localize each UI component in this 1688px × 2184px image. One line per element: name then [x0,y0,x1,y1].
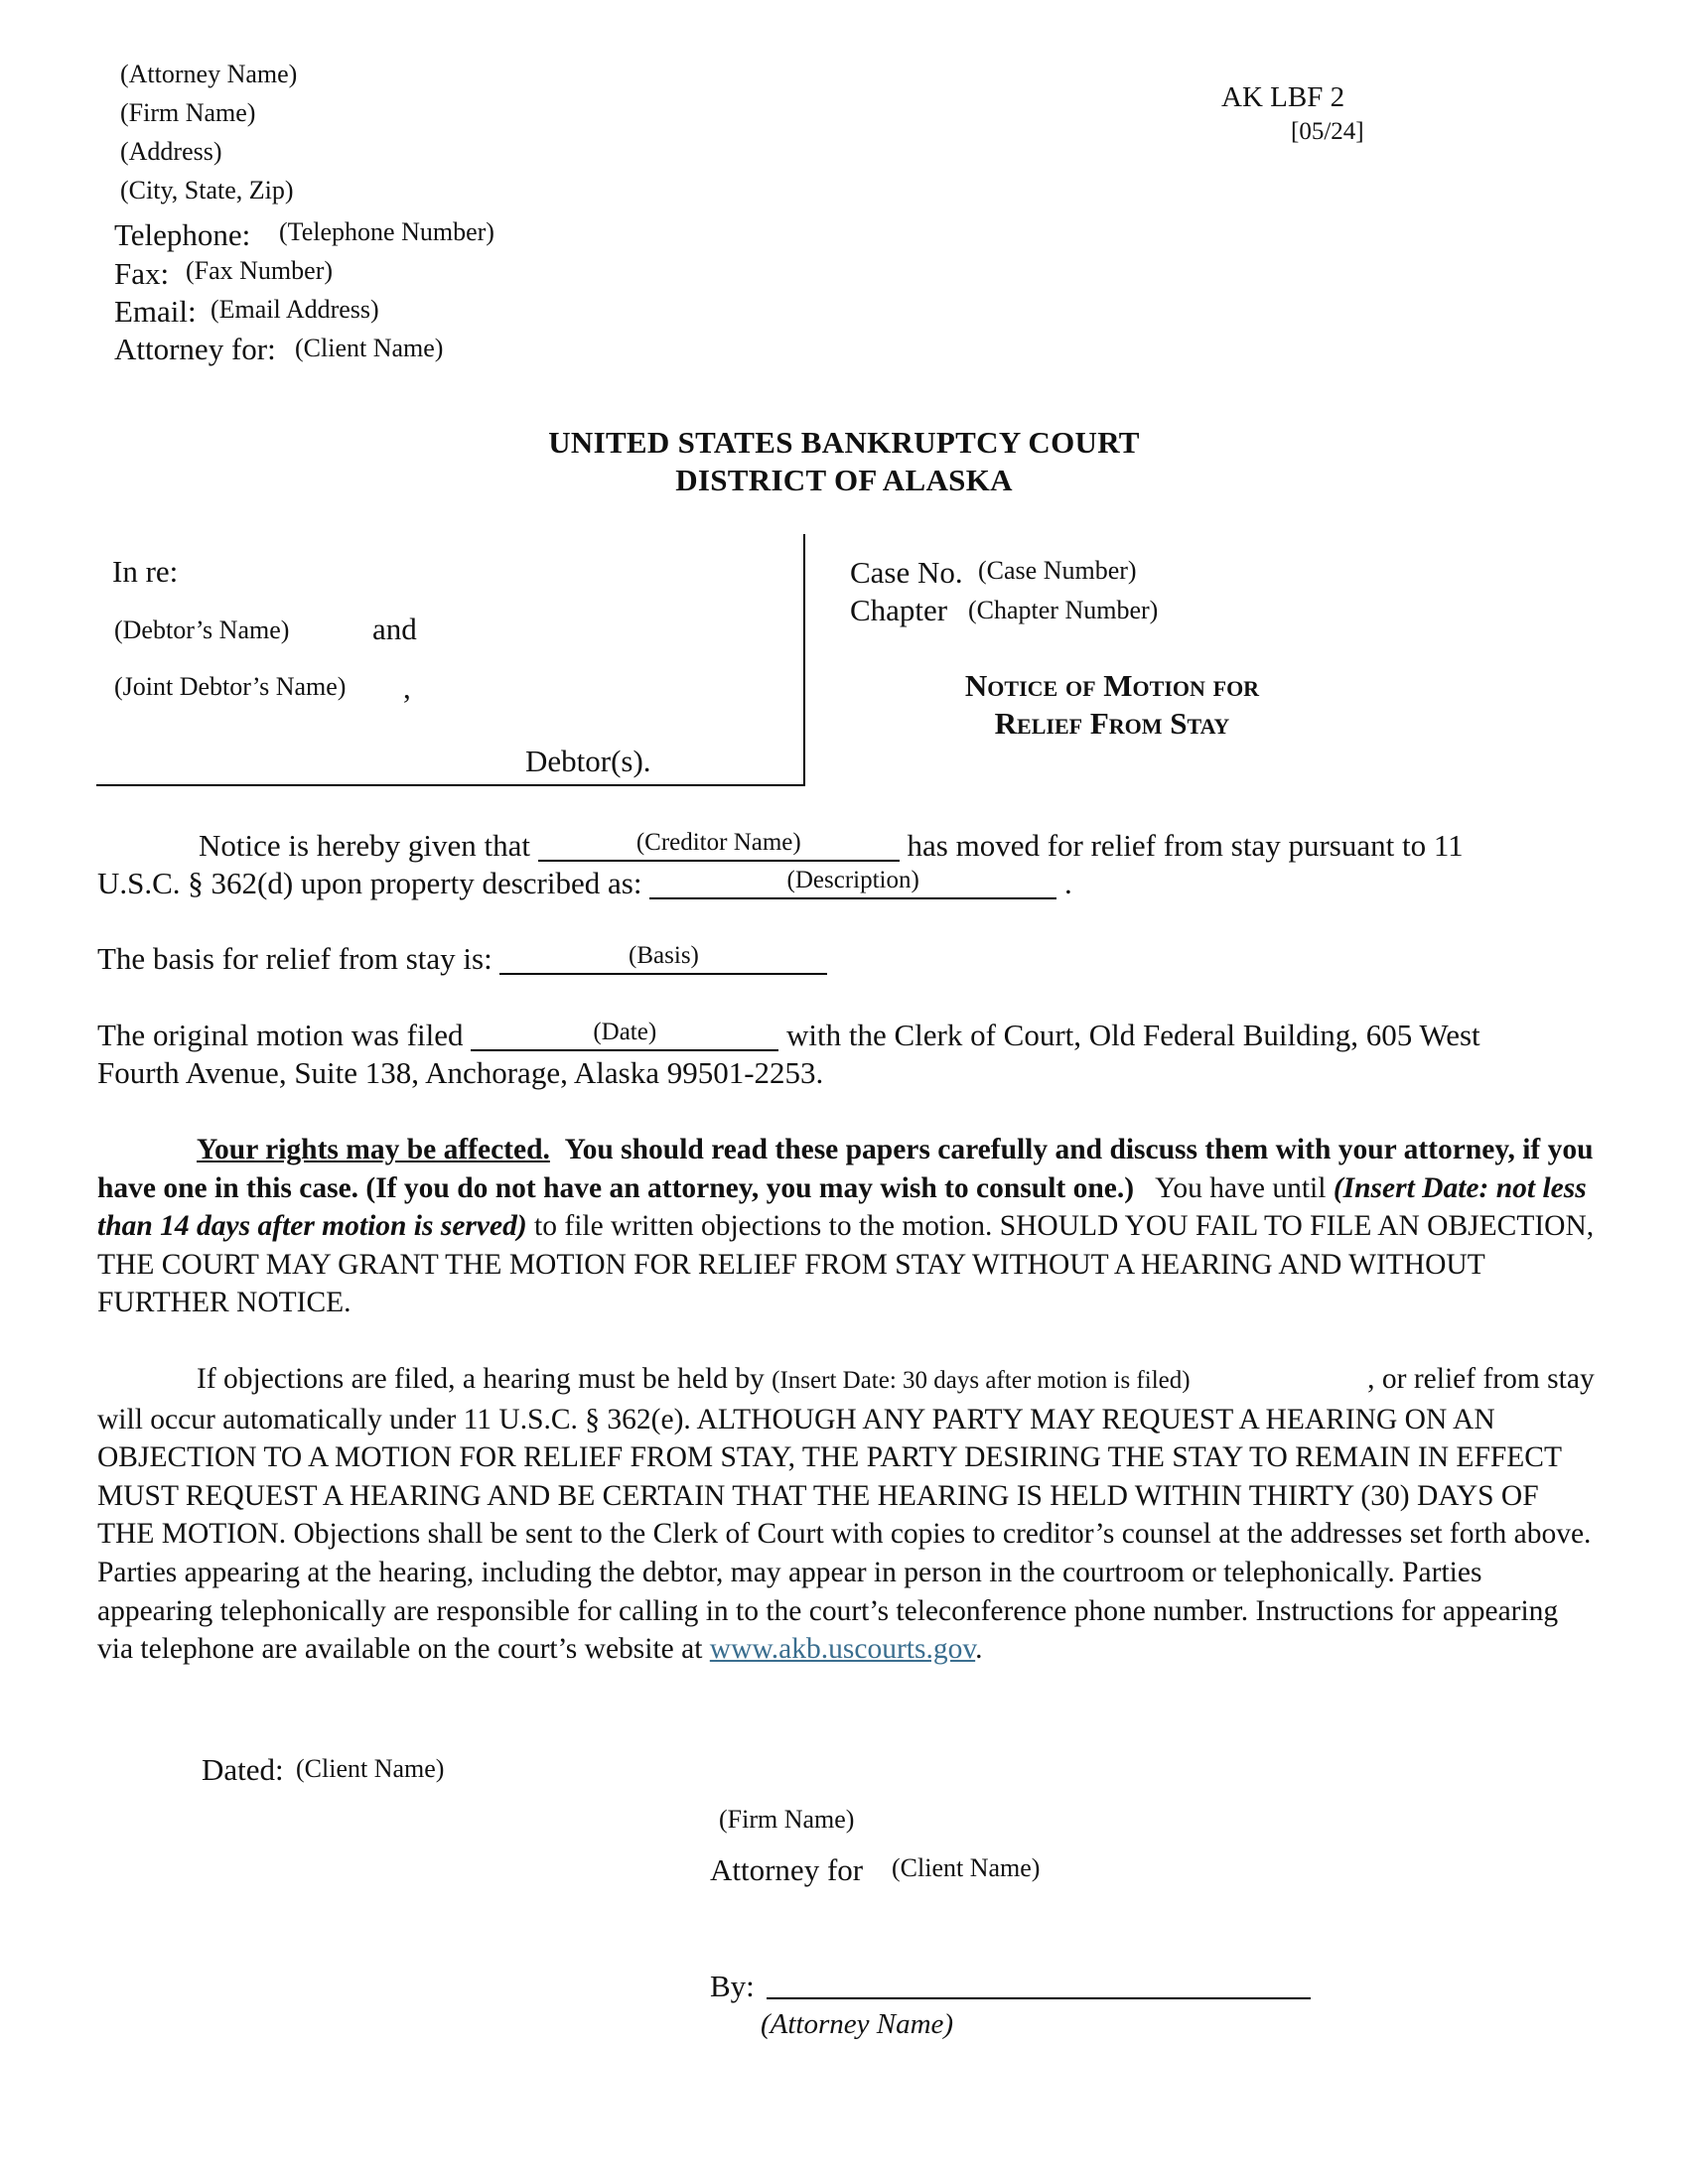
creditor-name-blank [538,829,900,862]
telephone-label: Telephone: [114,217,251,252]
filed-date: (Date) [593,1019,657,1045]
signature-firm-name: (Firm Name) [719,1805,855,1834]
in-re-label: In re: [112,554,179,589]
basis-blank [499,942,827,975]
court-district: DISTRICT OF ALASKA [675,463,1013,497]
firm-name: (Firm Name) [120,98,256,127]
and-text: and [372,612,417,646]
address: (Address) [120,137,222,166]
basis-label: The basis for relief from stay is: [97,941,492,976]
court-name: UNITED STATES BANKRUPTCY COURT [548,425,1140,460]
signature-attorney-name: (Attorney Name) [761,2008,954,2040]
paragraph-1-line-1 [199,828,1464,864]
signature-attorney-for-value: (Client Name) [892,1853,1041,1882]
form-code: AK LBF 2 [1221,81,1345,113]
email-value: (Email Address) [211,295,379,324]
p4-insert-date: (Insert Date: not less than 14 days after motion is served) [97,1171,1587,1243]
chapter-value: (Chapter Number) [968,596,1159,624]
p5-intro: If objections are filed, a hearing must be held by [197,1363,765,1395]
attorney-name: (Attorney Name) [120,60,298,88]
attorney-for-value: (Client Name) [295,334,444,362]
p3-text: with the Clerk of Court, Old Federal Building, 605 West [785,1018,1480,1052]
paragraph-5 [97,1360,1597,1669]
p4-bold-text: You should read these papers carefully and discuss them with your attorney, if you have one in this case. (If you do not have an attorney, you may wish to consult one.) [97,1134,1594,1204]
description: (Description) [786,867,919,893]
debtor-name: (Debtor’s Name) [114,615,290,644]
p4-you-have-until: You have until [1155,1171,1327,1204]
notice-title-line2: Relief From Stay [994,706,1230,741]
p1-intro: Notice is hereby given that [199,828,531,863]
notice-title-line1: Notice of Motion for [964,668,1260,703]
rights-affected: Your rights may be affected. [197,1134,550,1165]
by-label: By: [710,1969,755,2003]
p4-text: to file written objections to the motion. SHOULD YOU FAIL TO FILE AN OBJECTION, THE COURT MAY GRANT THE MOTION FOR RELIEF FROM STAY WITHOUT A HEARING AND WITHOUT FURTHER NOTICE. [97,1210,1595,1319]
fax-value: (Fax Number) [186,256,334,285]
attorney-for-label: Attorney for: [114,332,276,366]
signature-attorney-for-label: Attorney for [710,1852,864,1887]
p1-usc: U.S.C. § 362(d) upon property described as: [97,866,642,900]
basis: (Basis) [629,942,699,969]
paragraph-3-line-2: Fourth Avenue, Suite 138, Anchorage, Alaska 99501-2253. [97,1055,824,1090]
form-date: [05/24] [1291,118,1364,145]
paragraph-2 [97,941,827,977]
telephone-value: (Telephone Number) [279,217,494,246]
p1-period: . [1063,866,1072,900]
date-blank [471,1019,778,1051]
dated-label: Dated: [202,1752,284,1787]
case-no-value: (Case Number) [978,556,1137,585]
court-website-link[interactable]: www.akb.uscourts.gov [709,1633,976,1666]
caption-comma: , [403,670,411,705]
caption-vertical-rule [803,534,805,786]
hearing-date-insert: (Insert Date: 30 days after motion is filed) [772,1367,1191,1394]
paragraph-4 [97,1131,1597,1322]
chapter-label: Chapter [850,593,948,627]
case-no-label: Case No. [850,555,963,590]
caption-horizontal-rule [96,784,805,786]
email-label: Email: [114,294,197,329]
city-state-zip: (City, State, Zip) [120,176,294,205]
p5-text: , or relief from stay will occur automatically under 11 U.S.C. § 362(e). ALTHOUGH ANY PARTY MAY REQUEST A HEARING ON AN OBJECTION TO A MOTION FOR RELIEF FROM STAY, THE PARTY DESIRING THE STAY TO REMAIN IN EFFECT MUST REQUEST A HEARING AND BE CERTAIN THAT THE HEARING IS HELD WITHIN THIRTY (30) DAYS OF THE MOTION. Objections shall be sent to the Clerk of Court with copies to creditor’s counsel at the addresses set forth above. Parties appearing at the hearing, including the debtor, may appear in person in the courtroom or telephonically. Parties appearing telephonically are responsible for calling in to the court’s teleconference phone number. Instructions for appearing via telephone are available on the court’s website at [97,1363,1595,1666]
dated-value: (Client Name) [296,1754,445,1783]
debtors-label: Debtor(s). [525,744,651,778]
paragraph-3-line-1 [97,1018,1480,1053]
p5-period: . [975,1633,983,1666]
p1-text: has moved for relief from stay pursuant to 11 [907,828,1464,863]
joint-debtor-name: (Joint Debtor’s Name) [114,672,347,701]
paragraph-1-line-2 [97,866,1072,901]
fax-label: Fax: [114,256,170,291]
creditor-name: (Creditor Name) [635,829,801,856]
signature-line [767,1997,1311,1999]
filed-label: The original motion was filed [97,1018,464,1052]
description-blank [649,867,1056,899]
